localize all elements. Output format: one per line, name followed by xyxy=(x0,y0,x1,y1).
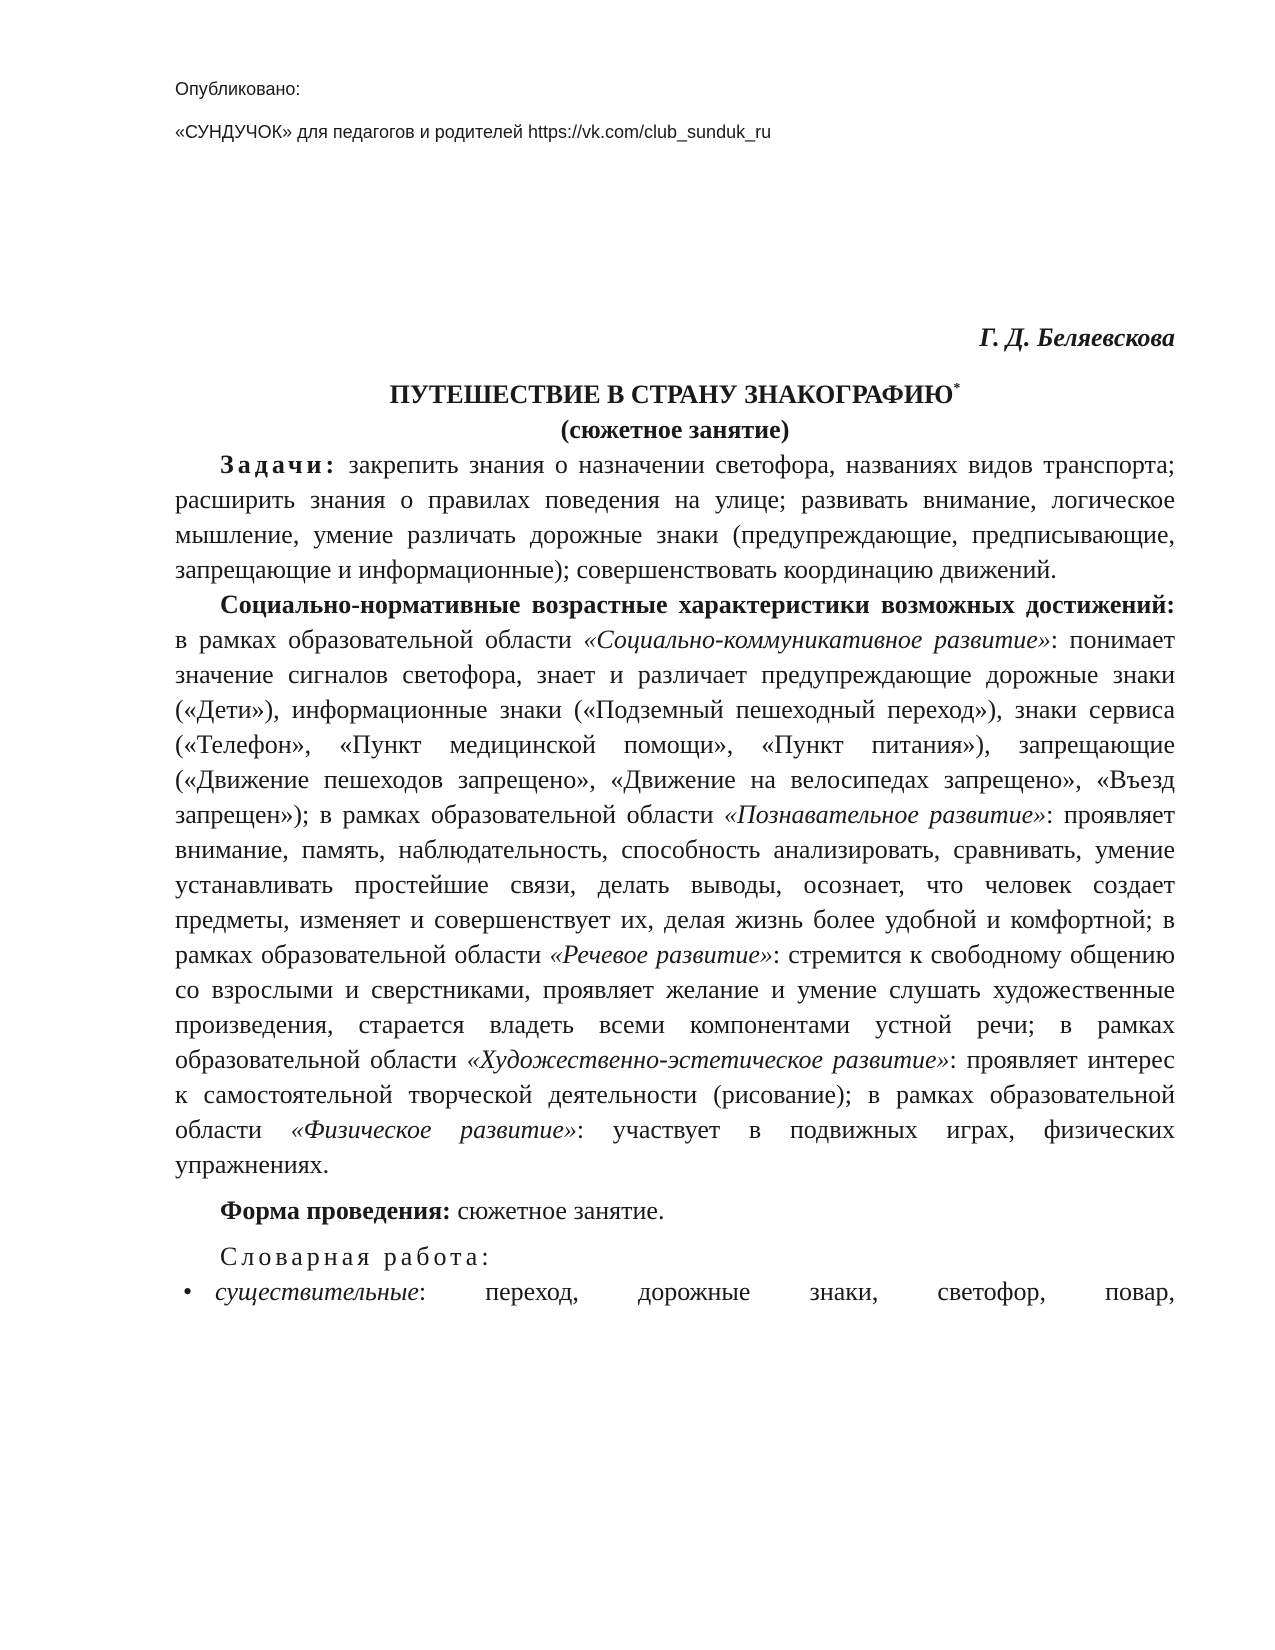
list-item xyxy=(175,1274,1175,1309)
achievements-text-1: в рамках образовательной области xyxy=(175,625,584,654)
achievements-label: Социально-нормативные возрастные характеристики возможных достижений: xyxy=(220,590,1175,619)
publication-label: Опубликовано: xyxy=(175,79,301,99)
vocabulary-label: Словарная работа: xyxy=(220,1242,493,1271)
area-cognitive: «Познавательное развитие» xyxy=(724,800,1047,829)
area-social-communicative: «Социально-коммуникативное развитие» xyxy=(583,625,1051,654)
form-label: Форма проведения: xyxy=(220,1196,451,1225)
vocabulary-words: : переход, дорожные знаки, светофор, повар, xyxy=(418,1277,1175,1306)
list-item-text xyxy=(215,1274,1175,1309)
form-paragraph xyxy=(175,1193,1175,1228)
bullet-icon: • xyxy=(183,1277,193,1306)
achievements-paragraph xyxy=(175,587,1175,1182)
tasks-label: Задачи: xyxy=(220,450,339,479)
author-name: Г. Д. Беляевскова xyxy=(979,323,1175,352)
area-physical: «Физическое развитие» xyxy=(290,1115,577,1144)
area-speech: «Речевое развитие» xyxy=(549,940,773,969)
achievements-text-3: : проявляет внимание, память, наблюдательность, способность анализировать, сравнивать, умение устанавливать простейшие связи, делать выводы, осознает, что человек создает предметы, изменяет и совершенствует их, делая жизнь более удобной и комфортной; в рамках образовательной области xyxy=(175,800,1175,969)
vocabulary-heading xyxy=(175,1239,1175,1274)
publication-source: «СУНДУЧОК» для педагогов и родителей https://vk.com/club_sunduk_ru xyxy=(175,122,772,142)
tasks-text: закрепить знания о назначении светофора, названиях видов транспорта; расширить знания о правилах поведения на улице; развивать внимание, логическое мышление, умение различать дорожные знаки (предупреждающие, предписывающие, запрещающие и информационные); совершенствовать координацию движений. xyxy=(175,450,1175,584)
area-artistic: «Художественно-эстетическое развитие» xyxy=(466,1045,950,1074)
title-text: ПУТЕШЕСТВИЕ В СТРАНУ ЗНАКОГРАФИЮ xyxy=(389,380,954,409)
document-body xyxy=(175,320,1175,1309)
tasks-paragraph xyxy=(175,447,1175,587)
document-title xyxy=(175,377,1175,412)
document-subtitle: (сюжетное занятие) xyxy=(560,415,790,444)
achievements-text-2: : понимает значение сигналов светофора, знает и различает предупреждающие дорожные знаки («Дети»), информационные знаки («Подземный пешеходный переход»), знаки сервиса («Телефон», «Пункт медицинской помощи», «Пункт питания»), запрещающие («Движение пешеходов запрещено», «Движение на велосипедах запрещено», «Въезд запрещен»); в рамках образовательной области xyxy=(175,625,1175,829)
footnote-mark[interactable]: * xyxy=(953,381,961,396)
vocabulary-term: существительные xyxy=(215,1277,419,1306)
achievements-text-6: : участвует в подвижных играх, физических упражнениях. xyxy=(175,1115,1175,1179)
achievements-text-5: : проявляет интерес к самостоятельной творческой деятельности (рисование); в рамках образовательной области xyxy=(175,1045,1175,1144)
form-text: сюжетное занятие. xyxy=(450,1196,665,1225)
achievements-text-4: : стремится к свободному общению со взрослыми и сверстниками, проявляет желание и умение слушать художественные произведения, старается владеть всеми компонентами устной речи; в рамках образовательной области xyxy=(175,940,1176,1074)
